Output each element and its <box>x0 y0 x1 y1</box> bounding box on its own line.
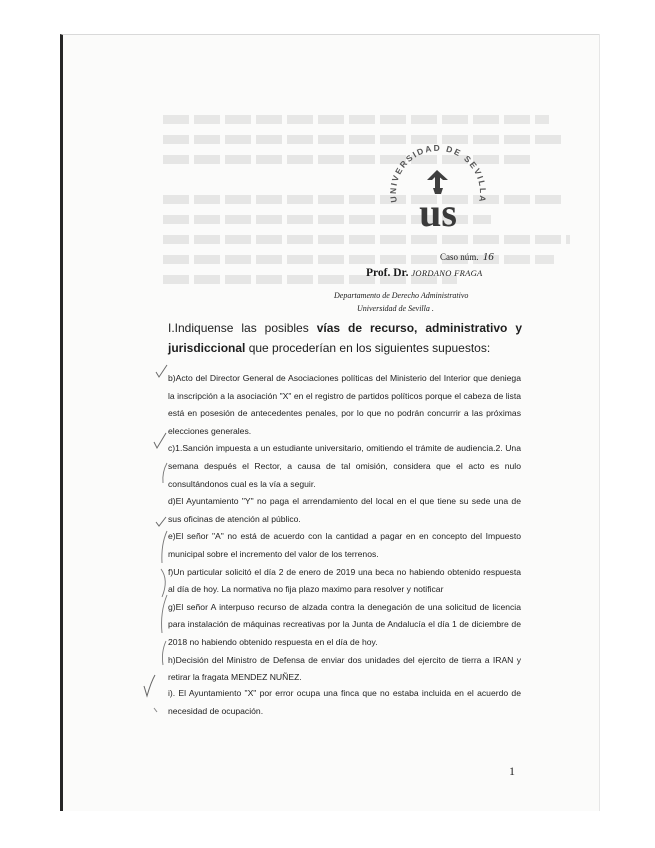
pen-check-mark-c <box>153 432 167 450</box>
pen-margin-stroke-h <box>160 640 168 666</box>
case-item-c: c)1.Sanción impuesta a un estudiante universitario, omitiendo el trámite de audiencia.2. Una semana después el Rector, a causa de tal omisión, considera que el acto es nulo consultándonos cual es la vía a seguir. <box>168 443 521 489</box>
professor-name: JORDANO FRAGA <box>411 268 483 278</box>
seal-monogram: us <box>419 190 457 235</box>
case-number-label: Caso núm. <box>440 252 479 262</box>
case-item-h: h)Decisión del Ministro de Defensa de enviar dos unidades del ejercito de tierra a IRAN y retirar la fragata MENDEZ NUÑEZ. <box>168 654 521 683</box>
question-text-start: I.Indiquense las posibles <box>168 321 317 335</box>
show-through-text <box>163 115 583 335</box>
professor-line <box>366 267 483 279</box>
university-line: Universidad de Sevilla . <box>357 304 434 313</box>
case-item-i: i). El Ayuntamiento "X" por error ocupa una finca que no estaba incluida en el acuerdo de necesidad de ocupación. <box>168 688 521 716</box>
pen-dot-mark <box>153 707 159 713</box>
question-text-end: que procederían en los siguientes supuestos: <box>245 341 491 355</box>
pen-check-mark-e <box>155 516 167 528</box>
pen-check-mark-b <box>155 364 169 380</box>
seal-arc-text-path: UNIVERSIDAD DE SEVILLA <box>387 142 489 205</box>
case-number <box>440 251 494 263</box>
case-item-e: e)El señor "A" no está de acuerdo con la cantidad a pagar en en concepto del Impuesto municipal sobre el incremento del valor de los terrenos. <box>168 531 521 559</box>
pen-margin-stroke-e <box>158 530 168 564</box>
case-item-b: b)Acto del Director General de Asociaciones políticas del Ministerio del Interior que deniega la inscripción a la asociación "X" en el registro de partidos políticos porque el cabeza de lista está en posesión de antecedentes penales, por lo que no podrán concurrir a las próximas elecciones generales. <box>168 373 521 436</box>
case-number-value: 16 <box>482 251 494 263</box>
pen-margin-stroke-c <box>160 462 168 484</box>
question-heading <box>168 318 522 358</box>
case-list <box>168 370 521 687</box>
page-number: 1 <box>509 764 515 778</box>
question-text-bold: vías de recurso, administrativo y jurisdiccional <box>168 321 522 355</box>
case-item-d: d)El Ayuntamiento "Y" no paga el arrendamiento del local en el que tiene su sede una de sus oficinas de atención al público. <box>168 496 521 524</box>
pen-margin-stroke-g <box>158 594 168 634</box>
pen-check-mark-i <box>142 674 156 698</box>
case-item-g: g)El señor A interpuso recurso de alzada contra la denegación de una solicitud de licencia para instalación de máquinas recreativas por la Junta de Andalucía el día 1 de diciembre de 2018 no habiendo obtenido respuesta en el día de hoy. <box>168 601 521 647</box>
professor-title: Prof. Dr. <box>366 267 409 279</box>
university-seal <box>383 140 493 240</box>
case-item-f: f)Un particular solicitó el día 2 de enero de 2019 una beca no habiendo obtenido respuesta al día de hoy. La normativa no fija plazo maximo para resolver y notificar <box>168 566 521 595</box>
department-line: Departamento de Derecho Administrativo <box>334 291 469 300</box>
